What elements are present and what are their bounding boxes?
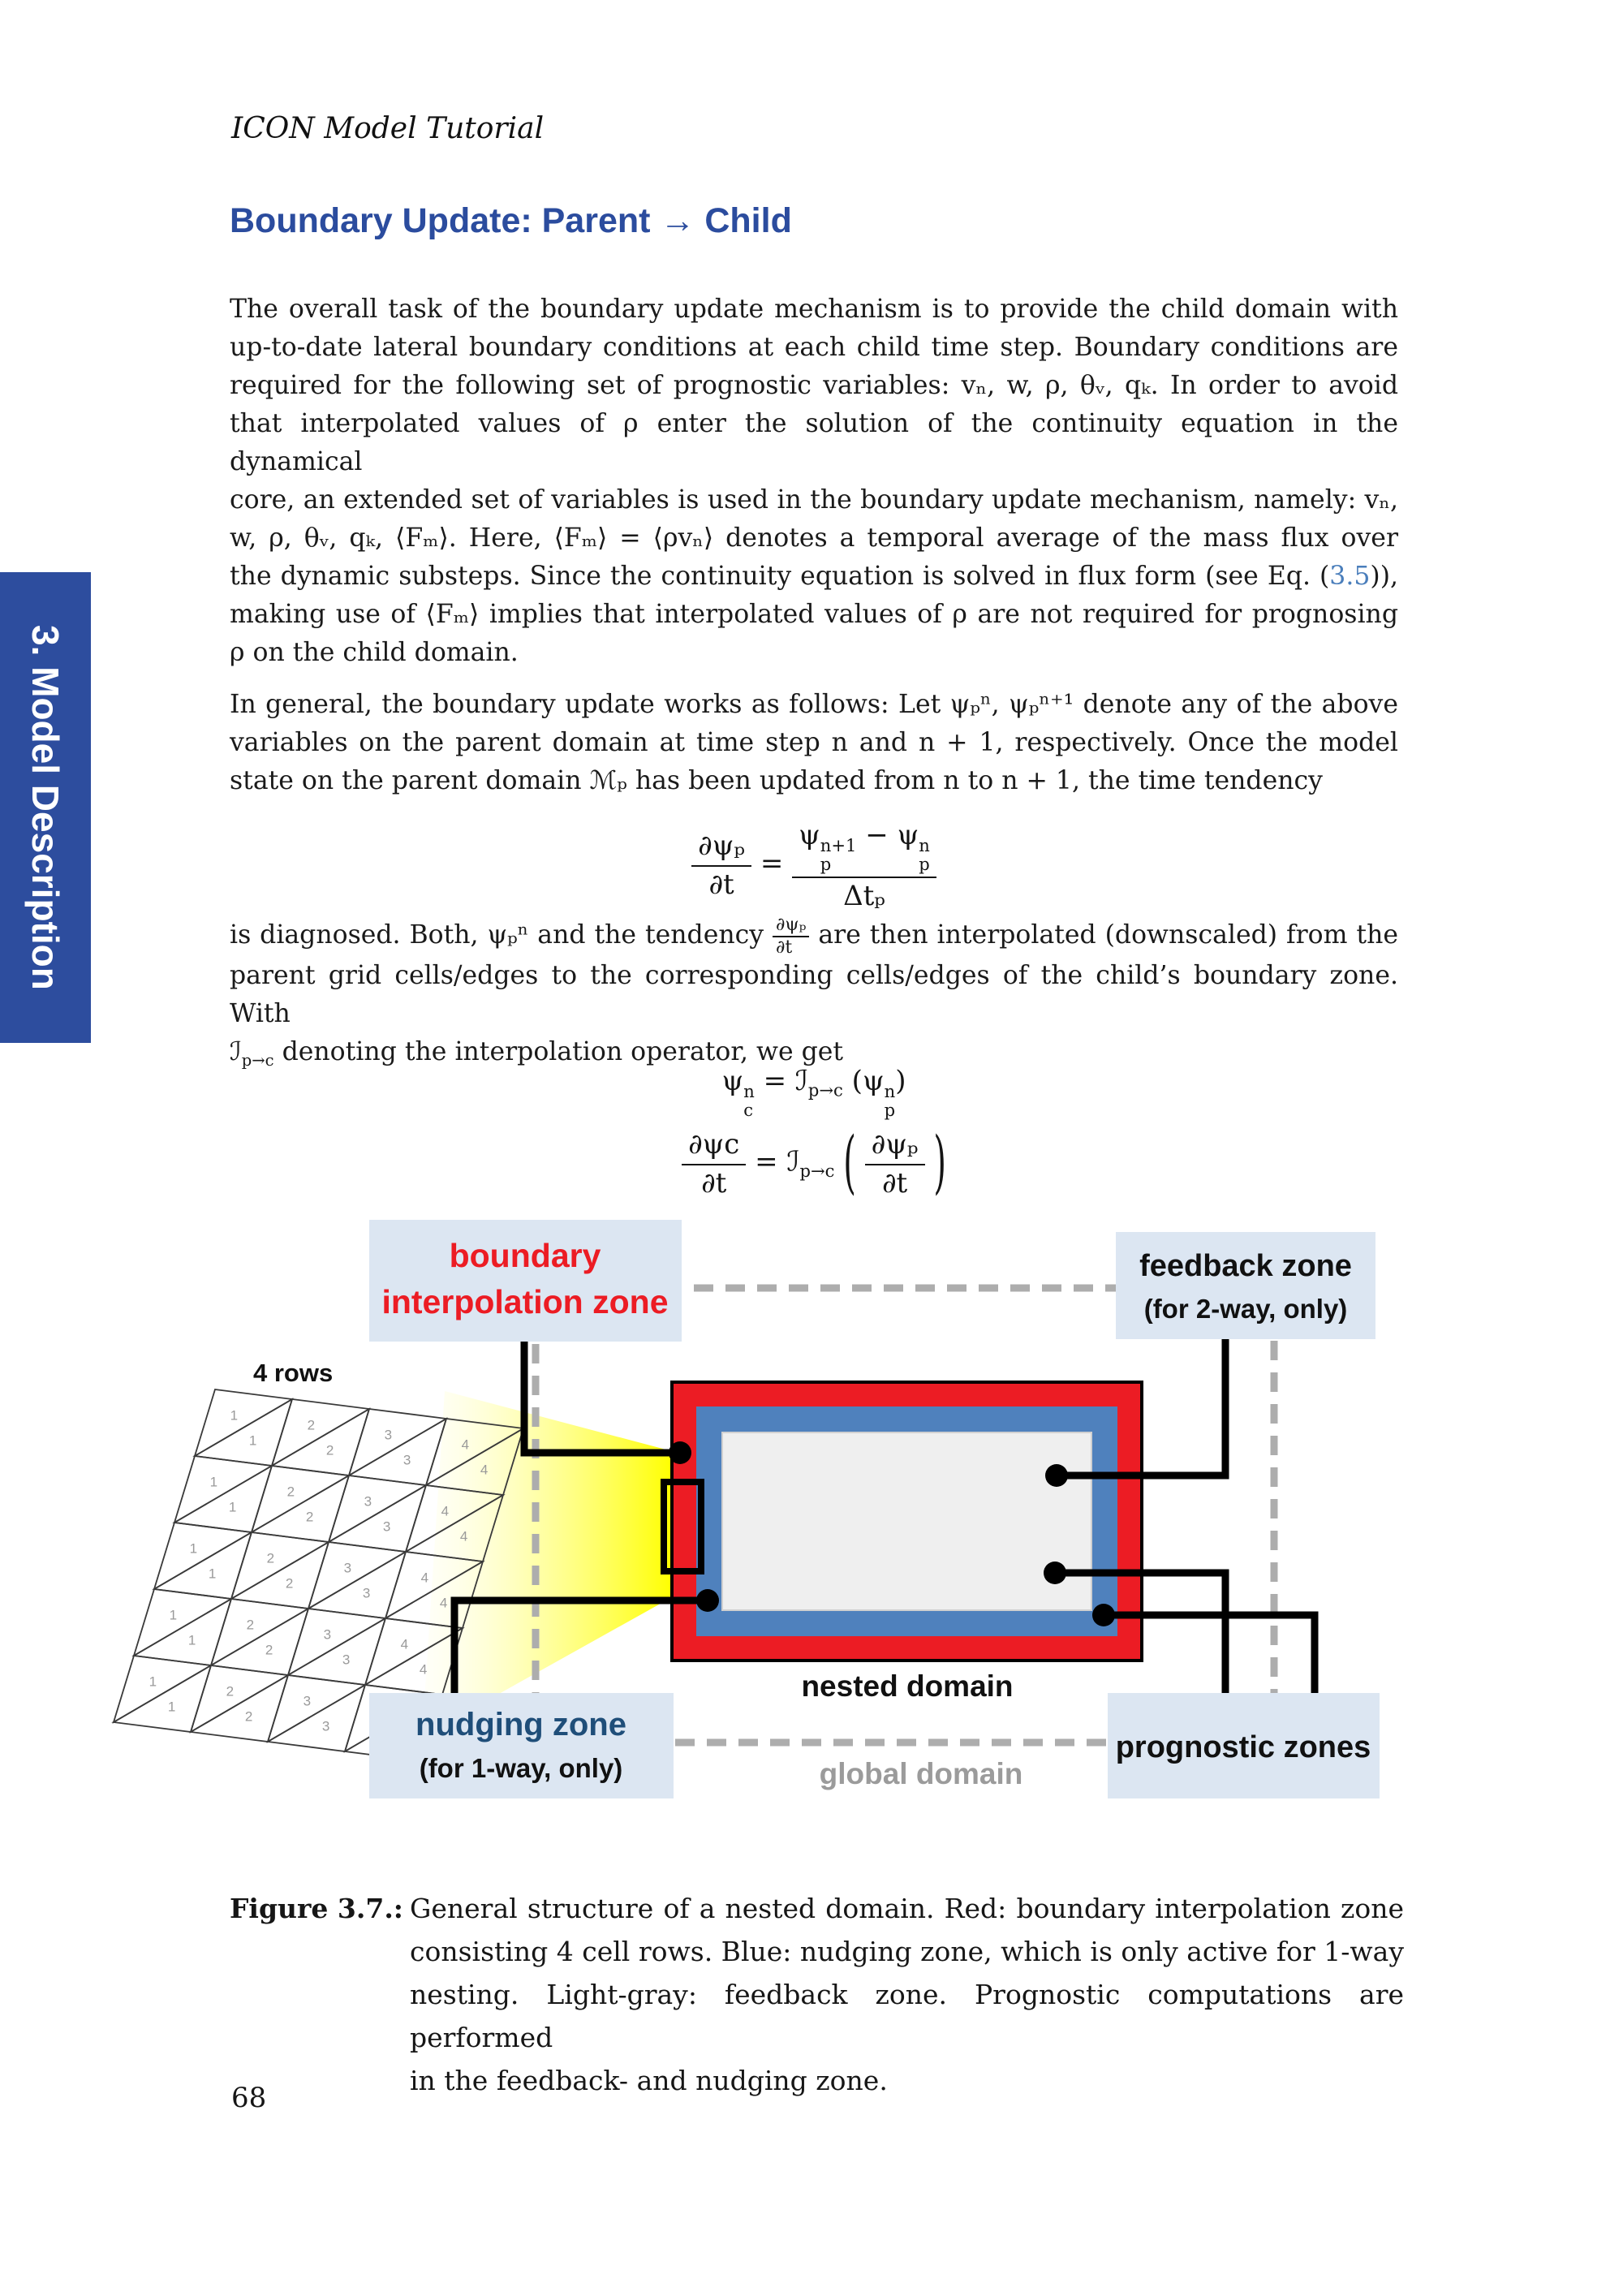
prognostic-zones-label: prognostic zones [1115,1730,1371,1764]
boundary-zone-label-line1: boundary [449,1237,601,1274]
doc-title: ICON Model Tutorial [231,112,545,145]
text-line: up-to-date lateral boundary conditions at each child time step. Boundary conditions are [230,333,1398,362]
nudging-zone-label-line1: nudging zone [415,1707,626,1742]
dot-feedback [1045,1464,1068,1487]
text-segment: is diagnosed. Both, ψₚⁿ and the tendency [230,920,773,950]
fraction: $\frac{\partial\psi c}{\partial t}$ [682,1127,746,1200]
interpolation-operator: ℐ [786,1145,800,1178]
text-line: ρ on the child domain. [230,638,519,667]
equals-sign: = [760,846,784,880]
mesh-cell-row-number: 4 [459,1528,468,1544]
text-line: parent grid cells/edges to the corresponding cells/edges of the child’s boundary zone. With [230,961,1398,1029]
text-line [230,558,1398,596]
text-line: In general, the boundary update works as follows: Let ψₚⁿ, ψₚⁿ⁺¹ denote any of the above [230,690,1398,719]
paragraph-3 [230,915,1398,1079]
nested-domain-rect [672,1382,1142,1661]
nested-domain-label: nested domain [801,1669,1014,1703]
big-paren: ) [933,1124,946,1203]
operator-subscript: p→c [807,1079,843,1101]
dot-boundary [669,1441,691,1464]
equals-sign: = [763,1065,787,1097]
dot-prognostic-a [1044,1562,1066,1584]
mesh-cell-row-number: 3 [403,1452,411,1468]
caption-line: consisting 4 cell rows. Blue: nudging zone, which is only active for 1-way [410,1936,1404,1967]
mesh-cell-row-number: 4 [461,1437,470,1453]
fraction: $\frac{\text{∂ψₚ}}{\partial t}$ [691,829,751,901]
chapter-tab [0,572,91,1043]
feedback-interior [722,1432,1091,1610]
mesh-cell-row-number: 1 [149,1674,157,1690]
page-number: 68 [231,2082,267,2114]
mesh-cell-row-number: 2 [325,1442,334,1458]
psi-symbol: ψ [862,1065,885,1097]
sup-sub: n p [884,1081,896,1120]
figure-caption [230,1887,1404,2102]
mesh-cell-row-number: 3 [321,1718,330,1734]
mesh-cell-row-number: 2 [285,1575,294,1592]
paragraph-2 [230,686,1398,800]
psi-symbol: ψ [897,819,919,851]
equation-tendency [230,818,1398,912]
equation-interpolation [230,1057,1398,1208]
mesh-cell-row-number: 2 [305,1509,314,1525]
mesh-cell-row-number: 1 [187,1632,196,1648]
mesh-cell-row-number: 2 [244,1708,253,1725]
mesh-cell-row-number: 1 [248,1432,257,1449]
mesh-cell-row-number: 2 [246,1617,255,1633]
mesh-cell-row-number: 1 [228,1499,237,1515]
paren: ( [851,1065,863,1097]
minus-sign: − [865,819,889,851]
mesh-cell-row-number: 2 [226,1683,235,1699]
text-line: required for the following set of prognostic variables: vₙ, w, ρ, θᵥ, qₖ. In order to avoid [230,371,1398,400]
caption-line: nesting. Light-gray: feedback zone. Prognostic computations are performed [410,1979,1404,2053]
mesh-cell-row-number: 3 [343,1560,352,1576]
mesh-cell-row-number: 4 [441,1503,450,1519]
equals-sign: = [755,1145,778,1178]
figure-caption-label: Figure 3.7.: [230,1893,403,1924]
equation-row [230,1124,1398,1203]
dot-nudging [696,1589,719,1612]
text-line: variables on the parent domain at time step n and n + 1, respectively. Once the model [230,728,1398,757]
text-line: state on the parent domain ℳₚ has been updated from n to n + 1, the time tendency [230,766,1323,795]
caption-line: in the feedback- and nudging zone. [410,2065,888,2096]
text-line [230,915,1398,957]
interpolation-operator: ℐ [230,1037,242,1067]
mesh-cell-row-number: 3 [303,1693,312,1709]
mesh-cell-row-number: 4 [419,1661,428,1678]
interpolation-operator: ℐ [794,1065,808,1097]
section-heading: Boundary Update: Parent → Child [230,201,792,240]
mesh-cell-row-number: 3 [323,1626,332,1643]
dot-prognostic-b [1092,1604,1115,1626]
mesh-cell-row-number: 1 [208,1566,217,1582]
figure-caption-body [410,1887,1404,2102]
mesh-cell-row-number: 1 [230,1407,239,1424]
mesh-cell-row-number: 1 [209,1474,218,1490]
mesh-cell-row-number: 2 [266,1550,275,1566]
mesh-cell-row-number: 4 [420,1570,429,1586]
psi-symbol: ψ [799,819,820,851]
mesh-cell-row-number: 4 [439,1595,448,1611]
mesh-cell-row-number: 2 [286,1484,295,1500]
rows-count-label: 4 rows [253,1359,334,1387]
sup-sub: n c [743,1081,755,1120]
text-segment: are then interpolated (downscaled) from the [809,920,1399,950]
paren: ) [895,1065,906,1097]
equation-row [230,1065,1398,1119]
equation-reference-link[interactable]: 3.5 [1329,562,1371,591]
text-segment: the dynamic substeps. Since the continuity equation is solved in flux form (see Eq. ( [230,562,1330,591]
mesh-cell-row-number: 1 [169,1607,178,1623]
operator-subscript: p→c [799,1160,835,1181]
paragraph-1 [230,291,1398,672]
sup-sub: n p [919,835,930,874]
mesh-cell-row-number: 3 [362,1585,371,1601]
text-line: core, an extended set of variables is used in the boundary update mechanism, namely: vₙ, [230,485,1398,515]
feedback-zone-label-line1: feedback zone [1139,1249,1352,1283]
feedback-zone-label-line2: (for 2-way, only) [1143,1294,1348,1324]
mesh-cell-row-number: 1 [189,1540,198,1557]
figure-nested-domain [81,1193,1623,1867]
mesh-cell-row-number: 4 [400,1636,409,1652]
mesh-cell-row-number: 2 [307,1417,316,1433]
boundary-zone-label-line2: interpolation zone [381,1283,669,1320]
text-line: w, ρ, θᵥ, qₖ, ⟨Fₘ⟩. Here, ⟨Fₘ⟩ = ⟨ρvₙ⟩ denotes a temporal average of the mass flux over [230,523,1398,553]
caption-line: General structure of a nested domain. Red: boundary interpolation zone [410,1893,1404,1924]
fraction: $\frac{\text{∂ψₚ}}{\partial t}$ [865,1127,925,1200]
fraction: ψ n+1 p − ψ n p Δtₚ [792,818,936,912]
inline-fraction: $\frac{\text{∂ψₚ}}{\partial t}$ [773,915,809,957]
text-segment: )), [1370,562,1398,591]
mesh-cell-row-number: 3 [364,1493,372,1510]
psi-symbol: ψ [721,1065,744,1097]
mesh-cell-row-number: 3 [382,1518,391,1535]
big-paren: ( [843,1124,856,1203]
nudging-zone-label-line2: (for 1-way, only) [419,1753,623,1783]
text-segment: denoting the interpolation operator, we get [273,1037,844,1067]
mesh-cell-row-number: 2 [265,1642,273,1658]
sup-sub: n+1 p [820,835,857,874]
mesh-cell-row-number: 3 [384,1427,393,1443]
text-line: making use of ⟨Fₘ⟩ implies that interpolated values of ρ are not required for prognosing [230,600,1398,629]
text-line: that interpolated values of ρ enter the solution of the continuity equation in the dynamical [230,409,1398,476]
operator-subscript: p→c [241,1051,274,1070]
mesh-cell-row-number: 1 [167,1699,176,1715]
global-domain-label: global domain [819,1757,1023,1790]
text-line: The overall task of the boundary update mechanism is to provide the child domain with [230,295,1398,324]
mesh-cell-row-number: 3 [342,1652,351,1668]
chapter-tab-label: 3. Model Description [24,625,67,990]
mesh-cell-row-number: 4 [480,1462,489,1478]
